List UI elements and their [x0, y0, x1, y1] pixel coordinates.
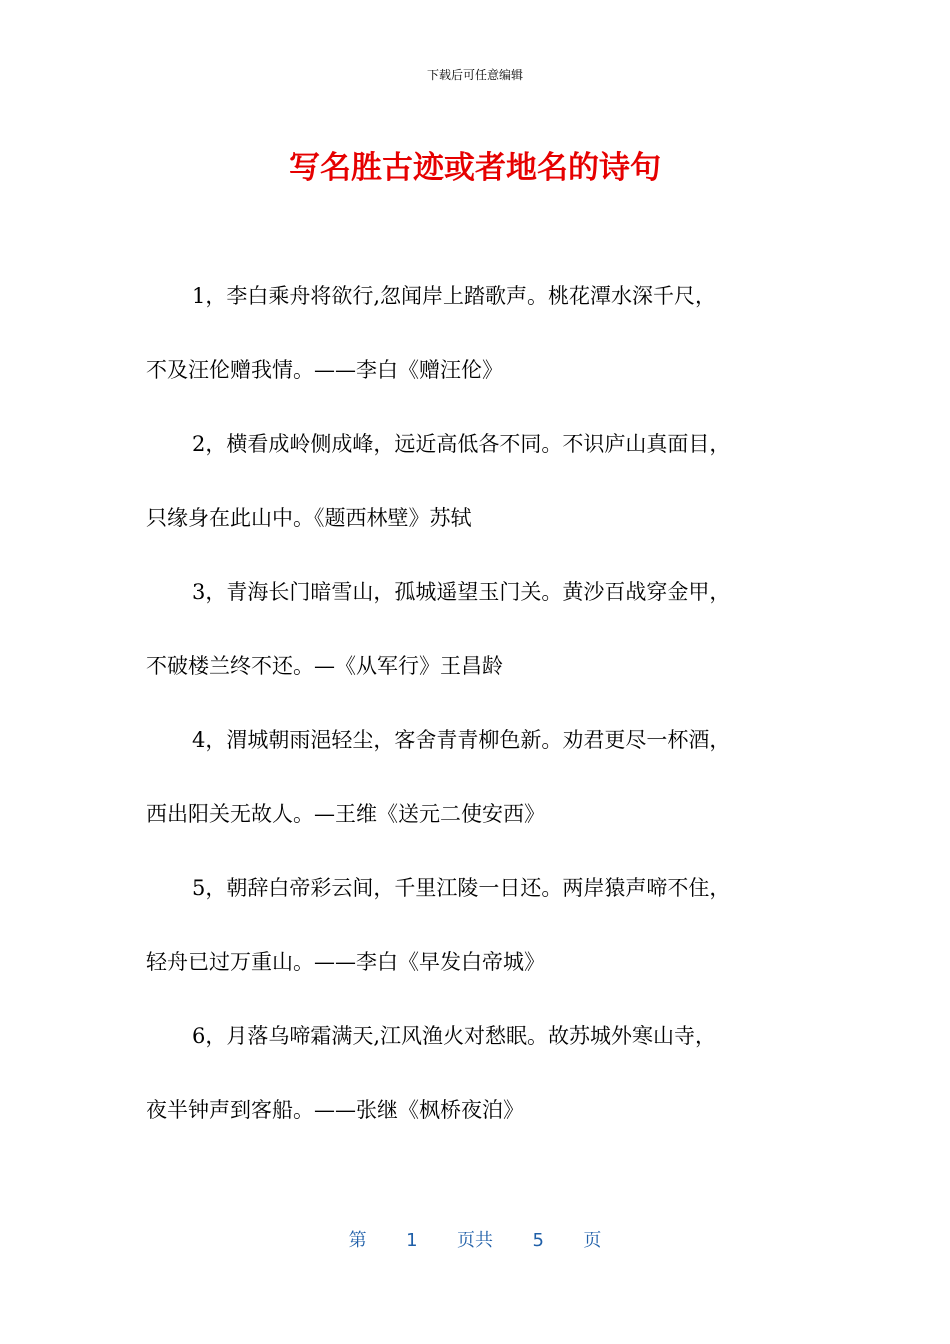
- page-current-number: 1: [406, 1230, 418, 1251]
- page-footer: [0, 1226, 950, 1252]
- poem-line: 6，月落乌啼霜满天,江风渔火对愁眠。故苏城外寒山寺，: [192, 1024, 717, 1048]
- poem-entry-2: [146, 426, 796, 537]
- poem-line: 不及汪伦赠我情。——李白《赠汪伦》: [146, 358, 503, 382]
- poem-line: 只缘身在此山中。《题西林壁》苏轼: [146, 506, 472, 530]
- poem-line: 西出阳关无故人。—王维《送元二使安西》: [146, 802, 545, 826]
- poem-line: 1，李白乘舟将欲行,忽闻岸上踏歌声。桃花潭水深千尺，: [192, 284, 717, 308]
- poem-entry-6: [146, 1018, 796, 1129]
- poem-line: 5，朝辞白帝彩云间，千里江陵一日还。两岸猿声啼不住，: [192, 876, 731, 900]
- poem-line: 不破楼兰终不还。—《从军行》王昌龄: [146, 654, 503, 678]
- poem-line: 2，横看成岭侧成峰，远近高低各不同。不识庐山真面目，: [192, 432, 731, 456]
- page-title: 写名胜古迹或者地名的诗句: [289, 150, 661, 186]
- poem-line: 轻舟已过万重山。——李白《早发白帝城》: [146, 950, 545, 974]
- poem-line: 3，青海长门暗雪山，孤城遥望玉门关。黄沙百战穿金甲，: [192, 580, 731, 604]
- poem-entry-4: [146, 722, 796, 833]
- page-suffix: 页: [583, 1230, 602, 1251]
- document-body: [146, 278, 796, 1166]
- page-total-number: 5: [532, 1230, 544, 1251]
- page-mid: 页共: [457, 1230, 493, 1251]
- poem-line: 4，渭城朝雨浥轻尘，客舍青青柳色新。劝君更尽一杯酒，: [192, 728, 731, 752]
- poem-entry-1: [146, 278, 796, 389]
- poem-line: 夜半钟声到客船。——张继《枫桥夜泊》: [146, 1098, 524, 1122]
- header-note: 下载后可任意编辑: [426, 68, 523, 82]
- page-prefix: 第: [348, 1230, 367, 1251]
- poem-entry-3: [146, 574, 796, 685]
- poem-entry-5: [146, 870, 796, 981]
